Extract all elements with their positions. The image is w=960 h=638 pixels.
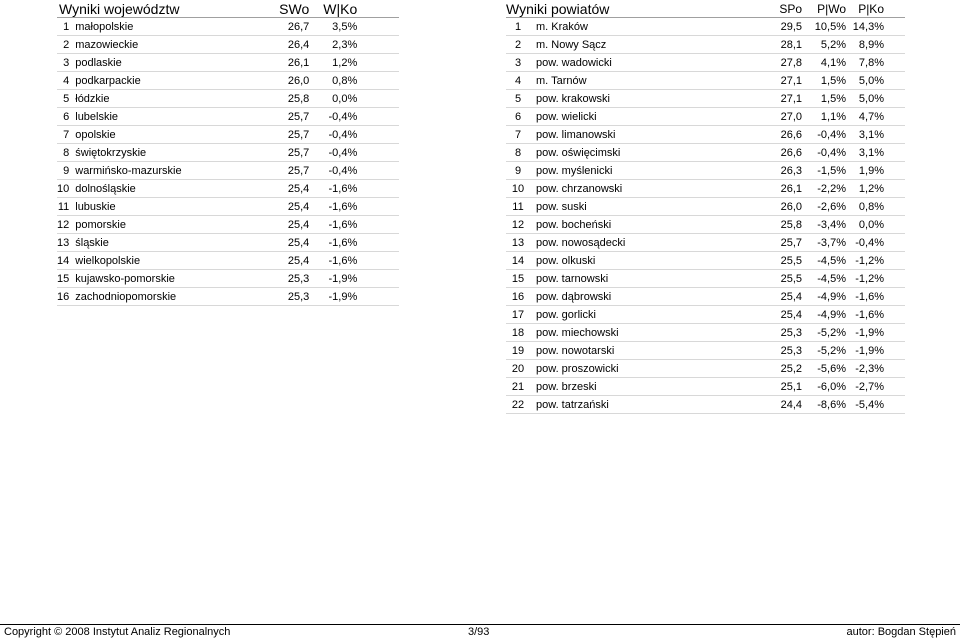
row-swo: 25,3 (233, 288, 309, 306)
row-wko: -1,6% (309, 180, 357, 198)
row-swo: 26,4 (233, 36, 309, 54)
row-wko: -1,6% (309, 198, 357, 216)
row-name: pow. olkuski (536, 252, 736, 270)
row-name: kujawsko-pomorskie (69, 270, 233, 288)
row-name: małopolskie (69, 18, 233, 36)
table-row (506, 216, 905, 234)
row-spo: 25,2 (736, 360, 802, 378)
row-spo: 25,4 (736, 306, 802, 324)
row-swo: 25,4 (233, 180, 309, 198)
row-rank: 20 (506, 360, 536, 378)
row-wko: 3,5% (309, 18, 357, 36)
row-rank: 15 (506, 270, 536, 288)
row-pwo: 10,5% (802, 18, 846, 36)
table-row (506, 288, 905, 306)
row-swo: 25,7 (233, 126, 309, 144)
row-pko: 4,7% (846, 108, 884, 126)
table-row (57, 90, 399, 108)
row-pko: 3,1% (846, 126, 884, 144)
county-results-table (506, 0, 905, 414)
row-rank: 21 (506, 378, 536, 396)
row-pko: 7,8% (846, 54, 884, 72)
row-pwo: -5,6% (802, 360, 846, 378)
row-rank: 16 (57, 288, 69, 306)
row-name: podlaskie (69, 54, 233, 72)
table-row (506, 360, 905, 378)
row-rank: 5 (506, 90, 536, 108)
row-pwo: -4,5% (802, 252, 846, 270)
voivodeship-results-table (57, 0, 399, 306)
row-rank: 9 (57, 162, 69, 180)
row-rank: 13 (57, 234, 69, 252)
table-row (506, 234, 905, 252)
row-rank: 10 (57, 180, 69, 198)
table-row (506, 54, 905, 72)
row-spo: 25,3 (736, 342, 802, 360)
row-wko: 0,8% (309, 72, 357, 90)
row-pko: 0,0% (846, 216, 884, 234)
row-name: podkarpackie (69, 72, 233, 90)
table-row (57, 36, 399, 54)
row-rank: 22 (506, 396, 536, 414)
row-name: pow. miechowski (536, 324, 736, 342)
row-swo: 26,1 (233, 54, 309, 72)
row-spo: 27,1 (736, 72, 802, 90)
col-header-swo: SWo (233, 0, 309, 18)
table-row (506, 126, 905, 144)
row-rank: 10 (506, 180, 536, 198)
col-header-wko: W|Ko (309, 0, 357, 18)
row-wko: -1,9% (309, 288, 357, 306)
row-pko: 8,9% (846, 36, 884, 54)
table-row (506, 180, 905, 198)
row-name: pow. tarnowski (536, 270, 736, 288)
table-row (506, 324, 905, 342)
table-row (506, 342, 905, 360)
row-name: pow. nowosądecki (536, 234, 736, 252)
row-rank: 6 (57, 108, 69, 126)
row-name: pow. bocheński (536, 216, 736, 234)
row-rank: 6 (506, 108, 536, 126)
row-pko: 1,9% (846, 162, 884, 180)
row-spo: 27,0 (736, 108, 802, 126)
row-name: śląskie (69, 234, 233, 252)
row-name: pow. suski (536, 198, 736, 216)
row-name: m. Tarnów (536, 72, 736, 90)
row-pko: -0,4% (846, 234, 884, 252)
row-name: pow. proszowicki (536, 360, 736, 378)
table-row (506, 162, 905, 180)
row-wko: -1,9% (309, 270, 357, 288)
row-pwo: -2,6% (802, 198, 846, 216)
row-name: pow. chrzanowski (536, 180, 736, 198)
row-swo: 25,4 (233, 252, 309, 270)
row-rank: 2 (57, 36, 69, 54)
row-name: lubelskie (69, 108, 233, 126)
row-name: pow. myślenicki (536, 162, 736, 180)
row-spo: 25,4 (736, 288, 802, 306)
row-pko: 0,8% (846, 198, 884, 216)
row-swo: 25,8 (233, 90, 309, 108)
row-rank: 4 (57, 72, 69, 90)
row-spo: 25,7 (736, 234, 802, 252)
row-name: pow. krakowski (536, 90, 736, 108)
row-spo: 26,3 (736, 162, 802, 180)
footer-page-number: 3/93 (468, 626, 490, 638)
row-name: łódzkie (69, 90, 233, 108)
table-row (57, 72, 399, 90)
row-pko: -1,6% (846, 306, 884, 324)
row-rank: 11 (506, 198, 536, 216)
row-swo: 26,0 (233, 72, 309, 90)
row-rank: 18 (506, 324, 536, 342)
row-rank: 9 (506, 162, 536, 180)
table-row (57, 234, 399, 252)
row-rank: 15 (57, 270, 69, 288)
row-rank: 4 (506, 72, 536, 90)
row-pko: 3,1% (846, 144, 884, 162)
row-name: pow. wadowicki (536, 54, 736, 72)
row-spo: 27,8 (736, 54, 802, 72)
row-pwo: -3,7% (802, 234, 846, 252)
row-rank: 2 (506, 36, 536, 54)
table-row (57, 126, 399, 144)
row-swo: 25,7 (233, 144, 309, 162)
row-spo: 26,1 (736, 180, 802, 198)
table-row (506, 396, 905, 414)
row-rank: 19 (506, 342, 536, 360)
row-rank: 1 (57, 18, 69, 36)
row-rank: 7 (506, 126, 536, 144)
table-row (506, 270, 905, 288)
table-row (506, 72, 905, 90)
row-rank: 14 (506, 252, 536, 270)
row-rank: 7 (57, 126, 69, 144)
row-name: pow. tatrzański (536, 396, 736, 414)
row-pwo: -1,5% (802, 162, 846, 180)
county-table-title: Wyniki powiatów (506, 0, 736, 18)
row-swo: 25,4 (233, 198, 309, 216)
row-name: m. Nowy Sącz (536, 36, 736, 54)
row-rank: 16 (506, 288, 536, 306)
row-name: opolskie (69, 126, 233, 144)
row-pko: -5,4% (846, 396, 884, 414)
page-footer (0, 624, 960, 638)
row-pko: 5,0% (846, 72, 884, 90)
row-name: zachodniopomorskie (69, 288, 233, 306)
row-pwo: 5,2% (802, 36, 846, 54)
row-pwo: -8,6% (802, 396, 846, 414)
row-rank: 13 (506, 234, 536, 252)
row-pwo: 1,5% (802, 72, 846, 90)
row-pwo: 4,1% (802, 54, 846, 72)
row-spo: 25,3 (736, 324, 802, 342)
row-rank: 3 (506, 54, 536, 72)
row-spo: 27,1 (736, 90, 802, 108)
table-row (57, 252, 399, 270)
row-spo: 26,6 (736, 144, 802, 162)
table-row (57, 108, 399, 126)
row-pko: -2,3% (846, 360, 884, 378)
row-wko: -0,4% (309, 126, 357, 144)
row-pwo: -3,4% (802, 216, 846, 234)
footer-copyright: Copyright © 2008 Instytut Analiz Regionalnych (4, 626, 231, 638)
table-row (57, 270, 399, 288)
row-pwo: -4,9% (802, 306, 846, 324)
table-row (57, 216, 399, 234)
row-wko: 0,0% (309, 90, 357, 108)
row-pko: 14,3% (846, 18, 884, 36)
row-name: pow. dąbrowski (536, 288, 736, 306)
row-spo: 25,5 (736, 270, 802, 288)
row-pko: -1,2% (846, 252, 884, 270)
row-rank: 12 (506, 216, 536, 234)
row-wko: -0,4% (309, 144, 357, 162)
row-name: m. Kraków (536, 18, 736, 36)
row-spo: 26,6 (736, 126, 802, 144)
row-spo: 26,0 (736, 198, 802, 216)
table-row (506, 252, 905, 270)
row-swo: 26,7 (233, 18, 309, 36)
table-row (506, 18, 905, 36)
row-pwo: 1,5% (802, 90, 846, 108)
row-pko: -1,9% (846, 342, 884, 360)
row-spo: 25,5 (736, 252, 802, 270)
row-pwo: -4,9% (802, 288, 846, 306)
table-row (506, 306, 905, 324)
row-rank: 14 (57, 252, 69, 270)
row-spo: 28,1 (736, 36, 802, 54)
row-wko: -0,4% (309, 108, 357, 126)
row-pko: -2,7% (846, 378, 884, 396)
row-rank: 17 (506, 306, 536, 324)
row-wko: -1,6% (309, 216, 357, 234)
col-header-spo: SPo (736, 0, 802, 18)
voivodeship-header-row (57, 0, 399, 18)
row-rank: 1 (506, 18, 536, 36)
row-wko: -0,4% (309, 162, 357, 180)
row-pko: -1,9% (846, 324, 884, 342)
voivodeship-table-title: Wyniki województw (57, 0, 233, 18)
table-row (57, 18, 399, 36)
table-row (57, 162, 399, 180)
row-name: świętokrzyskie (69, 144, 233, 162)
row-rank: 11 (57, 198, 69, 216)
row-name: pow. wielicki (536, 108, 736, 126)
row-pwo: -4,5% (802, 270, 846, 288)
row-pwo: 1,1% (802, 108, 846, 126)
row-spo: 25,8 (736, 216, 802, 234)
table-row (57, 288, 399, 306)
table-row (506, 144, 905, 162)
row-pko: 5,0% (846, 90, 884, 108)
row-name: dolnośląskie (69, 180, 233, 198)
row-name: pow. nowotarski (536, 342, 736, 360)
row-swo: 25,4 (233, 234, 309, 252)
row-swo: 25,3 (233, 270, 309, 288)
row-swo: 25,7 (233, 108, 309, 126)
row-spo: 24,4 (736, 396, 802, 414)
row-wko: 1,2% (309, 54, 357, 72)
row-swo: 25,4 (233, 216, 309, 234)
row-pwo: -0,4% (802, 126, 846, 144)
table-row (57, 144, 399, 162)
row-wko: 2,3% (309, 36, 357, 54)
table-row (57, 198, 399, 216)
row-pwo: -5,2% (802, 342, 846, 360)
table-row (506, 198, 905, 216)
table-row (57, 54, 399, 72)
row-pwo: -2,2% (802, 180, 846, 198)
row-name: pow. brzeski (536, 378, 736, 396)
row-rank: 8 (57, 144, 69, 162)
row-pwo: -6,0% (802, 378, 846, 396)
row-name: lubuskie (69, 198, 233, 216)
table-row (506, 36, 905, 54)
row-name: pow. limanowski (536, 126, 736, 144)
row-rank: 12 (57, 216, 69, 234)
row-name: wielkopolskie (69, 252, 233, 270)
row-rank: 3 (57, 54, 69, 72)
row-pko: 1,2% (846, 180, 884, 198)
row-name: pow. oświęcimski (536, 144, 736, 162)
table-row (506, 378, 905, 396)
table-row (506, 108, 905, 126)
row-spo: 25,1 (736, 378, 802, 396)
row-wko: -1,6% (309, 234, 357, 252)
row-swo: 25,7 (233, 162, 309, 180)
row-name: pow. gorlicki (536, 306, 736, 324)
table-row (57, 180, 399, 198)
row-rank: 8 (506, 144, 536, 162)
col-header-pko: P|Ko (846, 0, 884, 18)
row-wko: -1,6% (309, 252, 357, 270)
row-pko: -1,2% (846, 270, 884, 288)
col-header-pwo: P|Wo (802, 0, 846, 18)
row-pko: -1,6% (846, 288, 884, 306)
row-name: pomorskie (69, 216, 233, 234)
table-row (506, 90, 905, 108)
row-name: warmińsko-mazurskie (69, 162, 233, 180)
row-rank: 5 (57, 90, 69, 108)
row-name: mazowieckie (69, 36, 233, 54)
footer-author: autor: Bogdan Stępień (846, 626, 956, 638)
county-header-row (506, 0, 905, 18)
row-spo: 29,5 (736, 18, 802, 36)
row-pwo: -5,2% (802, 324, 846, 342)
row-pwo: -0,4% (802, 144, 846, 162)
